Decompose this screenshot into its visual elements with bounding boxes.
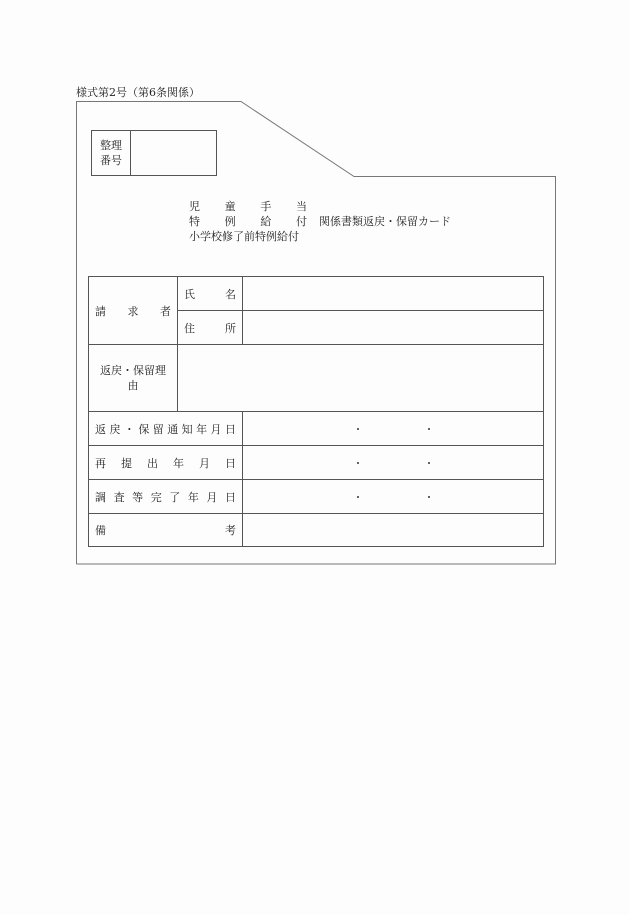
notice-date-field[interactable] [243, 412, 544, 446]
date-separator [357, 428, 359, 430]
title-line1: 児 童 手 当 [189, 200, 307, 213]
notice-date-label: 返 戻 ・ 保 留 通 知 年 月 日 [89, 412, 243, 446]
investigation-date-field[interactable] [243, 480, 544, 514]
form-caption: 様式第2号（第6条関係） [76, 86, 200, 99]
resubmit-date-label: 再 提 出 年 月 日 [89, 446, 243, 480]
title-line2: 特 例 給 付 [189, 215, 307, 228]
date-separator [428, 496, 430, 498]
remarks-field[interactable] [243, 514, 544, 547]
address-label: 住 所 [178, 311, 243, 345]
reason-label: 返戻・保留理由 [89, 345, 178, 412]
claimant-label: 請 求 者 [89, 277, 178, 345]
date-separator [428, 428, 430, 430]
name-label: 氏 名 [178, 277, 243, 311]
resubmit-date-field[interactable] [243, 446, 544, 480]
reference-number-field[interactable] [130, 131, 216, 175]
remarks-label: 備 考 [89, 514, 243, 547]
date-separator [357, 462, 359, 464]
date-separator [428, 462, 430, 464]
reason-field[interactable] [178, 345, 544, 412]
address-field[interactable] [243, 311, 544, 345]
investigation-date-label: 調 査 等 完 了 年 月 日 [89, 480, 243, 514]
return-hold-table [88, 276, 544, 547]
title-suffix: 関係書類返戻・保留カード [319, 215, 451, 228]
date-separator [357, 496, 359, 498]
reference-number-label: 整理 番号 [92, 131, 131, 175]
reference-number-box [91, 130, 217, 176]
title-line3: 小学校修了前特例給付 [189, 230, 299, 243]
name-field[interactable] [243, 277, 544, 311]
form-title [189, 199, 451, 244]
